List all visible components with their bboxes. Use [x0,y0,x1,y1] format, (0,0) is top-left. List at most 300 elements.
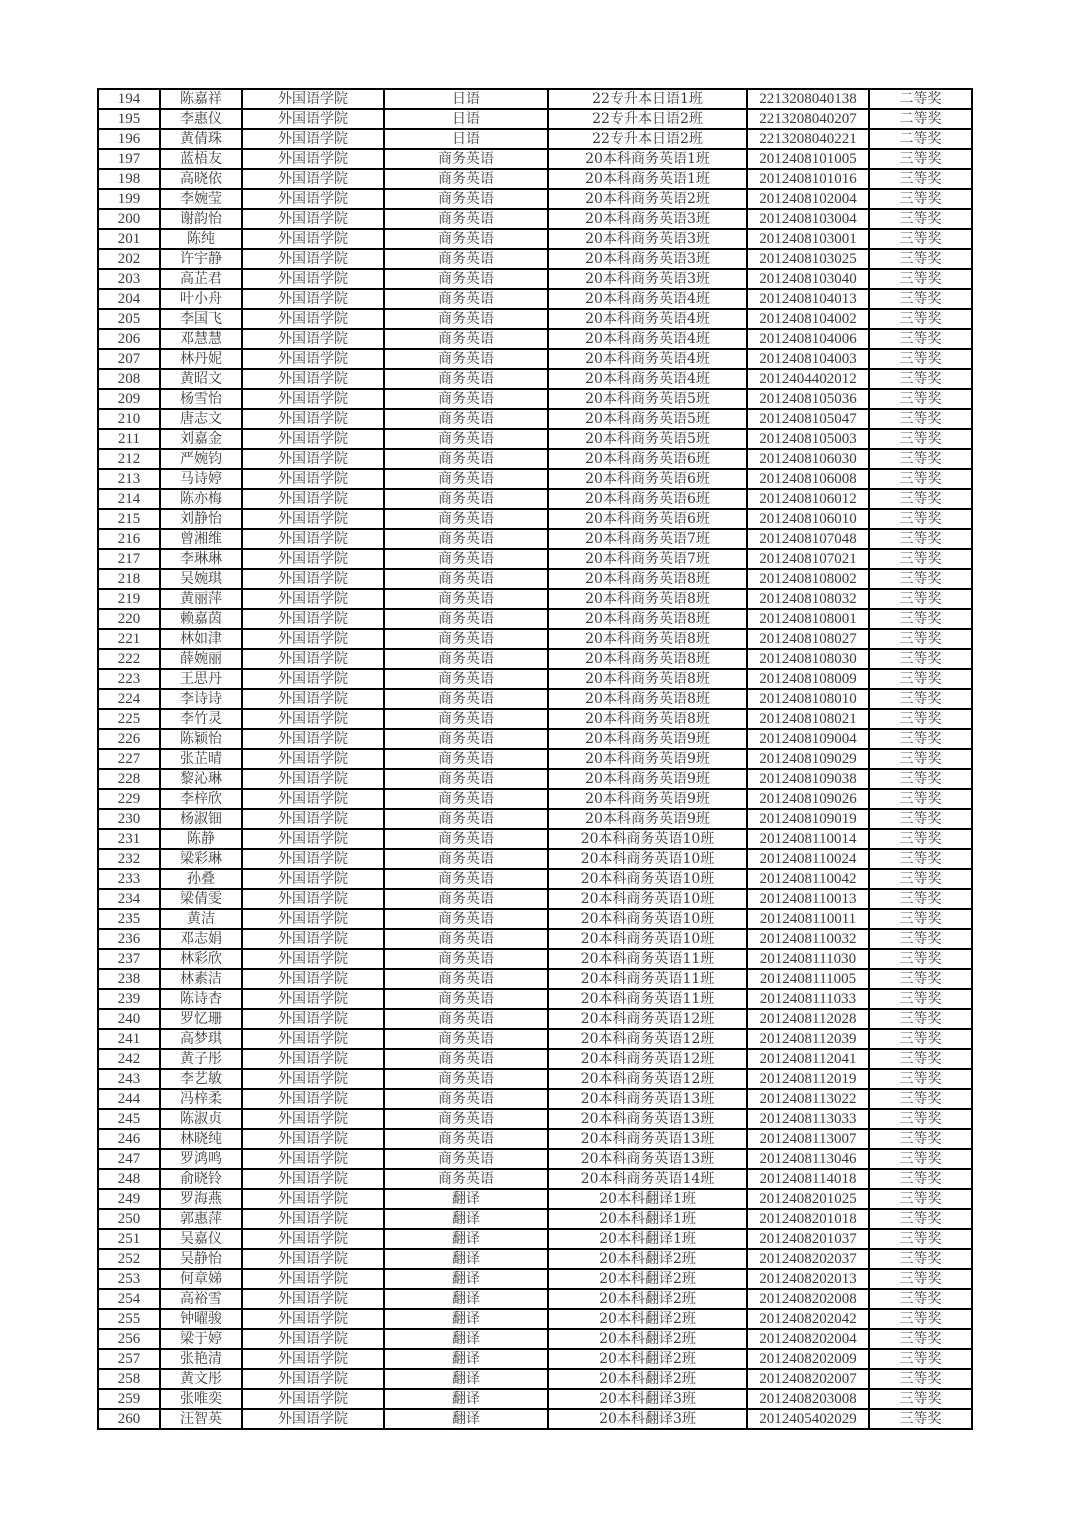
cell-award: 三等奖 [869,389,972,409]
cell-class: 20本科商务英语5班 [548,429,747,449]
table-row [98,1149,972,1169]
cell-award: 三等奖 [869,729,972,749]
cell-index: 212 [98,449,160,469]
table-row [98,1409,972,1429]
cell-award: 三等奖 [869,1309,972,1329]
cell-index: 202 [98,249,160,269]
cell-student-id: 2012408109026 [747,789,869,809]
cell-major: 翻译 [384,1329,548,1349]
cell-major: 日语 [384,109,548,129]
table-row [98,1369,972,1389]
cell-major: 翻译 [384,1289,548,1309]
table-row [98,849,972,869]
cell-student-id: 2012408108001 [747,609,869,629]
cell-index: 200 [98,209,160,229]
cell-college: 外国语学院 [242,789,384,809]
cell-index: 245 [98,1109,160,1129]
table-row [98,889,972,909]
cell-major: 商务英语 [384,489,548,509]
cell-award: 三等奖 [869,809,972,829]
cell-student-id: 2012408202013 [747,1269,869,1289]
cell-student-id: 2012408106030 [747,449,869,469]
cell-major: 商务英语 [384,1109,548,1129]
cell-index: 235 [98,909,160,929]
cell-name: 汪智英 [160,1409,242,1429]
cell-college: 外国语学院 [242,889,384,909]
cell-award: 三等奖 [869,1329,972,1349]
table-row [98,569,972,589]
cell-student-id: 2012408112019 [747,1069,869,1089]
cell-class: 20本科商务英语12班 [548,1029,747,1049]
cell-major: 商务英语 [384,449,548,469]
cell-index: 218 [98,569,160,589]
cell-student-id: 2012408113022 [747,1089,869,1109]
table-row [98,509,972,529]
table-row [98,629,972,649]
cell-award: 三等奖 [869,949,972,969]
cell-major: 商务英语 [384,529,548,549]
cell-index: 226 [98,729,160,749]
cell-award: 三等奖 [869,869,972,889]
table-row [98,609,972,629]
cell-index: 201 [98,229,160,249]
table-row [98,1389,972,1409]
cell-class: 20本科商务英语13班 [548,1109,747,1129]
cell-class: 20本科商务英语3班 [548,269,747,289]
cell-student-id: 2012408110014 [747,829,869,849]
cell-award: 三等奖 [869,1049,972,1069]
cell-college: 外国语学院 [242,489,384,509]
cell-index: 204 [98,289,160,309]
cell-name: 马诗婷 [160,469,242,489]
cell-class: 20本科翻译2班 [548,1329,747,1349]
cell-name: 黎沁琳 [160,769,242,789]
cell-major: 商务英语 [384,1089,548,1109]
cell-index: 246 [98,1129,160,1149]
cell-class: 20本科翻译2班 [548,1289,747,1309]
table-row [98,1069,972,1089]
cell-major: 商务英语 [384,1149,548,1169]
cell-name: 曾湘维 [160,529,242,549]
table-row [98,169,972,189]
table-row [98,1269,972,1289]
cell-student-id: 2012408108027 [747,629,869,649]
cell-name: 蓝梧友 [160,149,242,169]
cell-index: 219 [98,589,160,609]
cell-college: 外国语学院 [242,149,384,169]
cell-class: 20本科商务英语3班 [548,209,747,229]
cell-major: 商务英语 [384,989,548,1009]
cell-index: 208 [98,369,160,389]
cell-college: 外国语学院 [242,1289,384,1309]
cell-class: 20本科商务英语5班 [548,409,747,429]
cell-college: 外国语学院 [242,429,384,449]
cell-class: 20本科商务英语9班 [548,769,747,789]
cell-student-id: 2012408105003 [747,429,869,449]
table-row [98,529,972,549]
cell-name: 陈纯 [160,229,242,249]
table-row [98,929,972,949]
table-row [98,949,972,969]
cell-student-id: 2012408113033 [747,1109,869,1129]
cell-major: 商务英语 [384,209,548,229]
cell-name: 王思丹 [160,669,242,689]
table-row [98,1329,972,1349]
cell-college: 外国语学院 [242,649,384,669]
cell-award: 二等奖 [869,129,972,149]
cell-award: 三等奖 [869,889,972,909]
cell-major: 商务英语 [384,409,548,429]
cell-student-id: 2012408106012 [747,489,869,509]
cell-name: 黄文彤 [160,1369,242,1389]
table-row [98,809,972,829]
cell-class: 20本科商务英语12班 [548,1009,747,1029]
cell-major: 商务英语 [384,909,548,929]
cell-index: 198 [98,169,160,189]
cell-college: 外国语学院 [242,1269,384,1289]
table-row [98,1309,972,1329]
cell-award: 三等奖 [869,469,972,489]
cell-student-id: 2012408110011 [747,909,869,929]
table-row [98,909,972,929]
cell-index: 228 [98,769,160,789]
cell-class: 20本科商务英语10班 [548,829,747,849]
cell-student-id: 2012408202004 [747,1329,869,1349]
cell-index: 242 [98,1049,160,1069]
cell-college: 外国语学院 [242,829,384,849]
cell-index: 252 [98,1249,160,1269]
cell-name: 黄倩珠 [160,129,242,149]
cell-college: 外国语学院 [242,549,384,569]
cell-class: 20本科商务英语4班 [548,369,747,389]
table-row [98,329,972,349]
cell-index: 256 [98,1329,160,1349]
cell-college: 外国语学院 [242,1369,384,1389]
cell-index: 211 [98,429,160,449]
cell-student-id: 2012408112041 [747,1049,869,1069]
cell-major: 翻译 [384,1249,548,1269]
cell-award: 三等奖 [869,689,972,709]
cell-name: 张芷晴 [160,749,242,769]
cell-class: 20本科商务英语13班 [548,1089,747,1109]
cell-student-id: 2012408104013 [747,289,869,309]
cell-index: 241 [98,1029,160,1049]
cell-class: 20本科商务英语11班 [548,969,747,989]
cell-name: 杨雪怡 [160,389,242,409]
cell-college: 外国语学院 [242,189,384,209]
cell-college: 外国语学院 [242,849,384,869]
cell-class: 20本科翻译1班 [548,1189,747,1209]
table-row [98,1169,972,1189]
cell-student-id: 2213208040221 [747,129,869,149]
cell-student-id: 2012408111030 [747,949,869,969]
cell-award: 三等奖 [869,1189,972,1209]
cell-student-id: 2012408113046 [747,1149,869,1169]
cell-major: 商务英语 [384,569,548,589]
cell-name: 张艳清 [160,1349,242,1369]
cell-name: 陈淑贞 [160,1109,242,1129]
cell-college: 外国语学院 [242,1389,384,1409]
cell-class: 22专升本日语2班 [548,109,747,129]
cell-student-id: 2012408107048 [747,529,869,549]
cell-name: 李艺敏 [160,1069,242,1089]
cell-award: 三等奖 [869,749,972,769]
cell-class: 20本科商务英语6班 [548,469,747,489]
cell-award: 三等奖 [869,369,972,389]
table-row [98,829,972,849]
cell-class: 20本科商务英语12班 [548,1069,747,1089]
cell-index: 224 [98,689,160,709]
cell-award: 三等奖 [869,849,972,869]
table-row [98,589,972,609]
cell-college: 外国语学院 [242,169,384,189]
table-row [98,109,972,129]
cell-student-id: 2012408112028 [747,1009,869,1029]
cell-name: 叶小舟 [160,289,242,309]
cell-college: 外国语学院 [242,1209,384,1229]
cell-major: 商务英语 [384,709,548,729]
cell-major: 商务英语 [384,929,548,949]
table-row [98,209,972,229]
cell-name: 刘嘉金 [160,429,242,449]
cell-award: 三等奖 [869,1369,972,1389]
cell-award: 三等奖 [869,909,972,929]
table-row [98,1009,972,1029]
table-row [98,409,972,429]
cell-college: 外国语学院 [242,1069,384,1089]
cell-student-id: 2012408202009 [747,1349,869,1369]
cell-name: 吴婉琪 [160,569,242,589]
cell-name: 严婉钧 [160,449,242,469]
table-row [98,389,972,409]
cell-student-id: 2012408108002 [747,569,869,589]
cell-index: 203 [98,269,160,289]
cell-college: 外国语学院 [242,1309,384,1329]
table-row [98,549,972,569]
cell-major: 商务英语 [384,849,548,869]
cell-major: 商务英语 [384,789,548,809]
table-row [98,249,972,269]
cell-index: 244 [98,1089,160,1109]
cell-college: 外国语学院 [242,469,384,489]
cell-college: 外国语学院 [242,1049,384,1069]
cell-college: 外国语学院 [242,1109,384,1129]
cell-student-id: 2012408103001 [747,229,869,249]
cell-college: 外国语学院 [242,409,384,429]
cell-class: 20本科翻译2班 [548,1349,747,1369]
cell-major: 商务英语 [384,389,548,409]
cell-student-id: 2012408113007 [747,1129,869,1149]
table-row [98,429,972,449]
cell-award: 三等奖 [869,589,972,609]
cell-student-id: 2012408109029 [747,749,869,769]
cell-name: 李婉莹 [160,189,242,209]
cell-student-id: 2012408108009 [747,669,869,689]
cell-student-id: 2012408110024 [747,849,869,869]
cell-name: 高芷君 [160,269,242,289]
cell-award: 三等奖 [869,1289,972,1309]
cell-college: 外国语学院 [242,929,384,949]
table-row [98,749,972,769]
cell-major: 商务英语 [384,609,548,629]
cell-award: 三等奖 [869,489,972,509]
cell-index: 230 [98,809,160,829]
cell-name: 林晓纯 [160,1129,242,1149]
cell-index: 232 [98,849,160,869]
cell-index: 239 [98,989,160,1009]
cell-class: 20本科商务英语13班 [548,1129,747,1149]
cell-name: 高梦琪 [160,1029,242,1049]
cell-index: 197 [98,149,160,169]
cell-award: 三等奖 [869,269,972,289]
cell-name: 梁彩琳 [160,849,242,869]
cell-index: 221 [98,629,160,649]
cell-class: 20本科商务英语8班 [548,689,747,709]
cell-index: 240 [98,1009,160,1029]
cell-student-id: 2012405402029 [747,1409,869,1429]
cell-class: 20本科商务英语9班 [548,789,747,809]
cell-major: 商务英语 [384,189,548,209]
cell-major: 商务英语 [384,1169,548,1189]
table-row [98,1289,972,1309]
table-row [98,289,972,309]
cell-index: 234 [98,889,160,909]
table-row [98,469,972,489]
cell-student-id: 2012408108032 [747,589,869,609]
cell-student-id: 2012408202042 [747,1309,869,1329]
cell-award: 三等奖 [869,1169,972,1189]
cell-major: 商务英语 [384,169,548,189]
cell-index: 243 [98,1069,160,1089]
cell-class: 20本科商务英语11班 [548,989,747,1009]
cell-class: 22专升本日语1班 [548,89,747,109]
cell-student-id: 2012408202007 [747,1369,869,1389]
cell-award: 三等奖 [869,969,972,989]
cell-student-id: 2012408112039 [747,1029,869,1049]
cell-student-id: 2012408108021 [747,709,869,729]
table-row [98,689,972,709]
cell-student-id: 2012408104006 [747,329,869,349]
cell-student-id: 2213208040138 [747,89,869,109]
cell-major: 商务英语 [384,349,548,369]
cell-award: 三等奖 [869,1389,972,1409]
cell-student-id: 2012408114018 [747,1169,869,1189]
cell-index: 254 [98,1289,160,1309]
cell-major: 商务英语 [384,149,548,169]
table-row [98,1109,972,1129]
cell-index: 205 [98,309,160,329]
cell-class: 20本科商务英语14班 [548,1169,747,1189]
cell-class: 20本科商务英语4班 [548,309,747,329]
table-row [98,1209,972,1229]
table-row [98,1129,972,1149]
cell-college: 外国语学院 [242,269,384,289]
cell-student-id: 2012408109019 [747,809,869,829]
cell-class: 20本科翻译2班 [548,1369,747,1389]
cell-award: 三等奖 [869,209,972,229]
cell-name: 黄子彤 [160,1049,242,1069]
cell-major: 翻译 [384,1349,548,1369]
cell-award: 三等奖 [869,989,972,1009]
cell-major: 翻译 [384,1369,548,1389]
cell-student-id: 2012408106008 [747,469,869,489]
cell-class: 20本科商务英语6班 [548,509,747,529]
table-row [98,89,972,109]
cell-major: 商务英语 [384,1049,548,1069]
cell-index: 210 [98,409,160,429]
cell-index: 238 [98,969,160,989]
table-row [98,649,972,669]
cell-name: 邓慧慧 [160,329,242,349]
cell-award: 三等奖 [869,189,972,209]
cell-index: 260 [98,1409,160,1429]
cell-award: 三等奖 [869,669,972,689]
cell-college: 外国语学院 [242,669,384,689]
cell-name: 赖嘉茵 [160,609,242,629]
cell-college: 外国语学院 [242,1249,384,1269]
cell-student-id: 2012408111033 [747,989,869,1009]
cell-college: 外国语学院 [242,1009,384,1029]
cell-award: 三等奖 [869,529,972,549]
cell-award: 三等奖 [869,789,972,809]
cell-college: 外国语学院 [242,949,384,969]
cell-college: 外国语学院 [242,249,384,269]
cell-college: 外国语学院 [242,909,384,929]
cell-college: 外国语学院 [242,729,384,749]
cell-class: 20本科商务英语8班 [548,629,747,649]
cell-college: 外国语学院 [242,1409,384,1429]
cell-name: 郭惠萍 [160,1209,242,1229]
cell-major: 翻译 [384,1389,548,1409]
cell-college: 外国语学院 [242,569,384,589]
cell-award: 三等奖 [869,1149,972,1169]
cell-class: 20本科商务英语9班 [548,749,747,769]
cell-name: 黄昭文 [160,369,242,389]
cell-college: 外国语学院 [242,209,384,229]
cell-class: 20本科翻译1班 [548,1229,747,1249]
cell-index: 222 [98,649,160,669]
cell-class: 20本科商务英语4班 [548,329,747,349]
cell-college: 外国语学院 [242,349,384,369]
cell-college: 外国语学院 [242,1229,384,1249]
table-row [98,769,972,789]
cell-index: 214 [98,489,160,509]
cell-name: 谢韵怡 [160,209,242,229]
cell-college: 外国语学院 [242,89,384,109]
cell-name: 何章娣 [160,1269,242,1289]
cell-class: 20本科商务英语9班 [548,729,747,749]
cell-college: 外国语学院 [242,529,384,549]
cell-index: 199 [98,189,160,209]
cell-index: 233 [98,869,160,889]
cell-student-id: 2012408104003 [747,349,869,369]
cell-major: 商务英语 [384,809,548,829]
cell-major: 商务英语 [384,669,548,689]
cell-award: 三等奖 [869,829,972,849]
cell-award: 三等奖 [869,1229,972,1249]
cell-major: 商务英语 [384,289,548,309]
cell-name: 张唯奕 [160,1389,242,1409]
cell-student-id: 2012408101016 [747,169,869,189]
cell-college: 外国语学院 [242,1349,384,1369]
cell-class: 20本科商务英语8班 [548,649,747,669]
cell-student-id: 2012408103004 [747,209,869,229]
cell-major: 翻译 [384,1189,548,1209]
cell-major: 商务英语 [384,1029,548,1049]
cell-class: 20本科商务英语3班 [548,229,747,249]
cell-college: 外国语学院 [242,609,384,629]
cell-award: 三等奖 [869,249,972,269]
